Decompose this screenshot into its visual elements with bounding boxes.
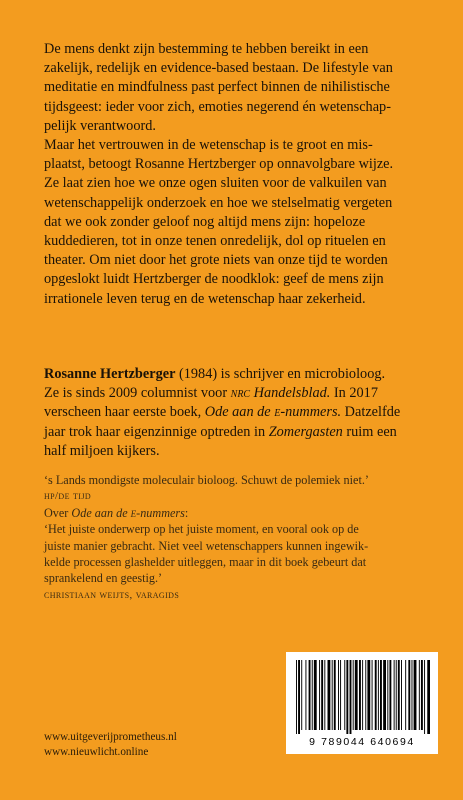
publisher-url: www.uitgeverijprometheus.nl	[44, 731, 177, 743]
blurb-line: dat we ook zonder geloof nog altijd mens zijn: hopeloze	[44, 213, 366, 230]
barcode-bar	[424, 660, 425, 734]
quote-source: christiaan weijts, varagids	[44, 588, 180, 601]
quote-book-title: Ode aan de	[71, 505, 131, 520]
bio-text: ruim een	[342, 423, 397, 440]
barcode-bar	[362, 660, 363, 730]
quote-text: juiste manier gebracht. Niet veel wetenschappers kunnen ingewik-	[44, 538, 369, 553]
barcode-bar	[324, 660, 325, 730]
quote-book-title-e: e	[130, 505, 137, 520]
barcode-bar	[414, 660, 417, 730]
barcode-bar	[321, 660, 323, 730]
blurb-line: opgeslokt luidt Hertzberger de noodklok: geef de mens zijn	[44, 271, 384, 288]
author-name: Rosanne Hertzberger	[44, 366, 176, 382]
barcode-bar	[350, 660, 352, 734]
barcode-bar	[319, 660, 320, 730]
quote-text: kelde processen glashelder uitleggen, maar in dit boek gebeurt dat	[44, 555, 367, 570]
bio-line	[44, 423, 428, 442]
barcode-bar	[309, 660, 311, 730]
quote-source: hp/de tijd	[44, 490, 92, 503]
barcode-bar	[296, 660, 297, 734]
barcode-bar	[353, 660, 354, 730]
newspaper-name-handelsblad: Handelsblad.	[250, 385, 331, 402]
barcode-bar	[419, 660, 420, 730]
barcode-bar	[387, 660, 388, 730]
bio-text: verscheen haar eerste boek,	[44, 404, 205, 421]
barcode-bar	[344, 660, 345, 730]
bio-text: Ze is sinds 2009 columnist voor	[44, 385, 231, 402]
barcode-bar	[367, 660, 370, 730]
barcode-bar	[301, 660, 302, 730]
barcode-bar	[355, 660, 358, 730]
barcode-bar	[396, 660, 397, 730]
barcode-bar	[383, 660, 386, 730]
barcode-bar	[389, 660, 391, 730]
barcode-bar	[412, 660, 413, 730]
blurb-line: wetenschappelijk onderzoek en hoe we stelselmatig vergeten	[44, 194, 393, 211]
tv-show-title: Zomergasten	[268, 423, 343, 440]
quote-heading	[44, 505, 434, 521]
blurb-line: theater. Om niet door het grote niets van onze tijd te worden	[44, 252, 388, 269]
barcode-bar	[314, 660, 317, 730]
book-title-suffix: -nummers.	[280, 404, 342, 421]
blurb-text	[44, 40, 428, 309]
bio-line	[44, 365, 428, 384]
bio-text: (1984) is schrijver en microbioloog.	[175, 366, 386, 382]
barcode-bar	[398, 660, 400, 730]
bio-line	[44, 384, 428, 403]
bio-text: Datzelfde	[341, 404, 401, 421]
blurb-line: pelijk verantwoord.	[44, 117, 156, 134]
publisher-url: www.nieuwlicht.online	[44, 746, 149, 758]
book-title: Ode aan de	[204, 404, 275, 421]
bio-text: In 2017	[330, 385, 378, 402]
barcode-bar	[338, 660, 339, 730]
blurb-line: meditatie en mindfulness past perfect binnen de nihilistische	[44, 79, 390, 96]
barcode-bar	[359, 660, 361, 730]
barcode-bar	[394, 660, 395, 730]
barcode-bars	[294, 660, 430, 734]
book-title-e: e	[274, 404, 281, 421]
newspaper-name-nrc: nrc	[230, 385, 251, 402]
barcode-bar	[378, 660, 379, 730]
quote-heading-colon: :	[184, 505, 189, 520]
blurb-line: Ze laat zien hoe we onze ogen sluiten voor de valkuilen van	[44, 175, 387, 192]
bio-text: jaar trok haar eigenzinnige optreden in	[44, 423, 269, 440]
blurb-line: Maar het vertrouwen in de wetenschap is te groot en mis-	[44, 137, 373, 154]
barcode-bar	[346, 660, 348, 734]
bio-line: half miljoen kijkers.	[44, 442, 160, 459]
press-quotes	[44, 472, 434, 603]
blurb-line: irrationele leven terug en de wetenschap haar zekerheid.	[44, 290, 366, 307]
barcode-bar	[305, 660, 306, 730]
quote-text: ‘Het juiste onderwerp op het juiste moment, en vooral ook op de	[44, 522, 359, 537]
publisher-urls	[44, 730, 177, 760]
quote-heading-text: Over	[44, 505, 72, 520]
blurb-line: tijdsgeest: ieder voor zich, emoties negerend én wetenschap-	[44, 98, 391, 115]
barcode-bar	[401, 660, 402, 730]
barcode-bar	[408, 660, 410, 730]
isbn-barcode	[286, 652, 438, 754]
barcode-bar	[380, 660, 382, 730]
barcode-bar	[405, 660, 406, 730]
bio-line	[44, 403, 428, 422]
barcode-bar	[421, 660, 423, 730]
barcode-bar	[375, 660, 377, 730]
barcode-bar	[340, 660, 341, 730]
author-bio	[44, 365, 428, 461]
barcode-bar	[332, 660, 333, 730]
quote-text: ‘s Lands mondigste moleculair bioloog. Schuwt de polemiek niet.’	[44, 473, 369, 487]
barcode-bar	[427, 660, 430, 734]
quote-book-title-suffix: -nummers	[136, 505, 185, 520]
barcode-bar	[328, 660, 331, 730]
barcode-bar	[365, 660, 366, 730]
isbn-number: 9 789044 640694	[309, 736, 415, 748]
barcode-bar	[312, 660, 313, 730]
blurb-line: plaatst, betoogt Rosanne Hertzberger op onnavolgbare wijze.	[44, 156, 394, 173]
barcode-bar	[298, 660, 300, 734]
blurb-line: kuddedieren, tot in onze tenen onredelijk, dol op rituelen en	[44, 233, 386, 250]
barcode-bar	[334, 660, 336, 730]
quote-text: sprankelend en geestig.’	[44, 571, 163, 586]
barcode-bar	[372, 660, 373, 730]
blurb-line: De mens denkt zijn bestemming te hebben bereikt in een	[44, 41, 369, 57]
blurb-line: zakelijk, redelijk en evidence-based bestaan. De lifestyle van	[44, 60, 393, 77]
